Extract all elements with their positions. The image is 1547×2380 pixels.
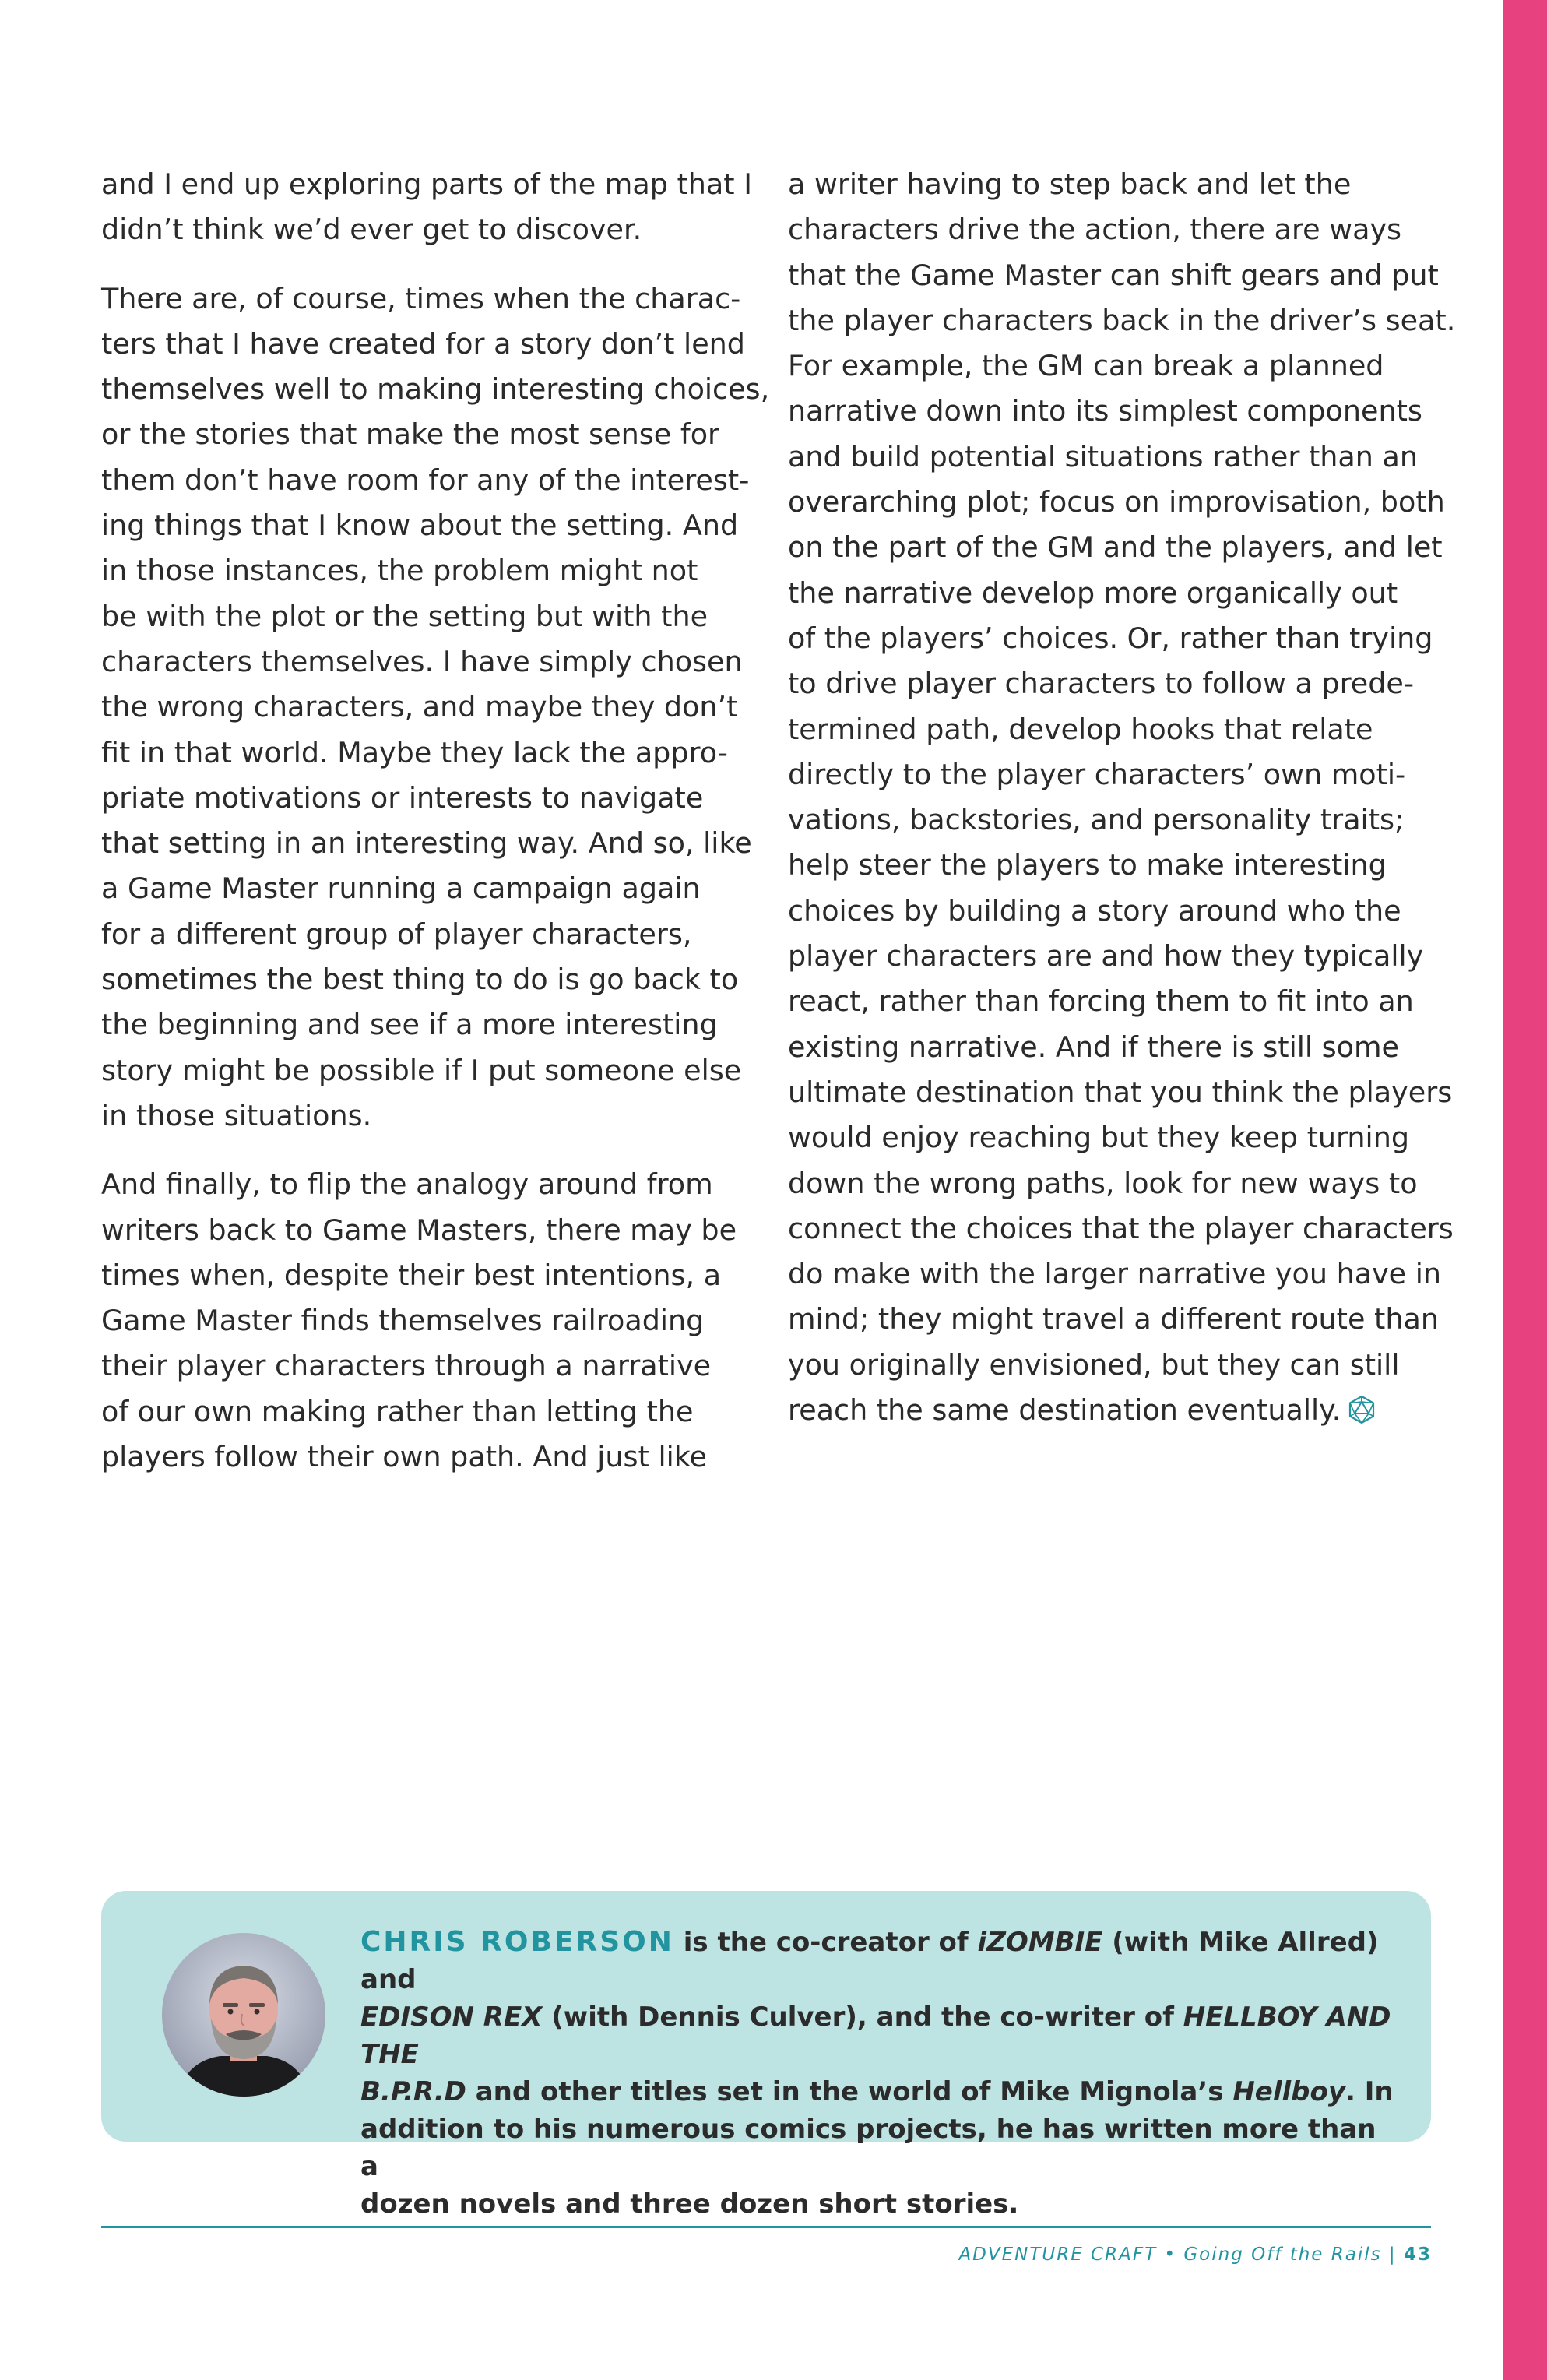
text-line: the narrative develop more organically out — [788, 576, 1398, 610]
running-footer — [958, 2244, 1432, 2265]
author-name: CHRIS ROBERSON — [360, 1926, 674, 1958]
text-line: ters that I have created for a story don’t lend — [101, 326, 745, 361]
text-line: be with the plot or the setting but with the — [101, 599, 708, 633]
text-line: down the wrong paths, look for new ways to — [788, 1166, 1418, 1200]
text-line: existing narrative. And if there is still some — [788, 1030, 1399, 1064]
text-line: a Game Master running a campaign again — [101, 871, 701, 906]
footer-rule — [101, 2226, 1431, 2228]
text-line: them don’t have room for any of the interest- — [101, 463, 750, 497]
text-line: characters themselves. I have simply chosen — [101, 644, 743, 678]
text-line: of the players’ choices. Or, rather than trying — [788, 621, 1433, 655]
bio-text-segment: (with Mike Allred) and — [360, 1927, 1379, 1995]
text-line: a writer having to step back and let the — [788, 167, 1352, 201]
d20-dice-icon — [1347, 1392, 1376, 1422]
left-paragraph — [101, 1162, 747, 1480]
bio-title-hellboy: Hellboy — [1232, 2076, 1345, 2107]
right-paragraph — [788, 162, 1456, 1433]
text-line: in those situations. — [101, 1098, 372, 1132]
text-line: ultimate destination that you think the players — [788, 1075, 1453, 1109]
text-line: didn’t think we’d ever get to discover. — [101, 213, 642, 247]
bio-title-bprd: B.P.R.D — [360, 2076, 466, 2107]
text-line: for a different group of player characters, — [101, 917, 692, 951]
text-line: reach the same destination eventually. — [788, 1388, 1448, 1433]
author-avatar — [162, 1933, 325, 2097]
left-column — [101, 162, 770, 1503]
footer-separator: • — [1164, 2244, 1177, 2265]
text-line: the player characters back in the driver’s seat. — [788, 303, 1456, 337]
text-line: do make with the larger narrative you have in — [788, 1257, 1442, 1291]
text-line: writers back to Game Masters, there may be — [101, 1213, 737, 1247]
footer-book-title: ADVENTURE CRAFT — [958, 2244, 1158, 2265]
bio-text-segment: dozen novels and three dozen short stories. — [360, 2188, 1019, 2220]
footer-chapter-title: Going Off the Rails — [1183, 2244, 1382, 2265]
text-line: times when, despite their best intentions, a — [101, 1258, 722, 1292]
author-bio-text — [360, 1924, 1396, 2223]
bio-title-edison-rex: EDISON REX — [360, 2002, 543, 2033]
text-line: player characters are and how they typically — [788, 939, 1424, 973]
text-line: priate motivations or interests to navigate — [101, 780, 704, 815]
text-line: characters drive the action, there are ways — [788, 213, 1402, 247]
text-line: fit in that world. Maybe they lack the appro- — [101, 735, 728, 769]
bio-text-segment: (with Dennis Culver), and the co-writer of — [542, 2002, 1183, 2033]
text-line: termined path, develop hooks that relate — [788, 712, 1373, 746]
text-line: players follow their own path. And just like — [101, 1440, 708, 1474]
text-line: ing things that I know about the setting. And — [101, 509, 739, 543]
bio-title-izombie: iZOMBIE — [977, 1927, 1103, 1958]
text-line: choices by building a story around who the — [788, 893, 1401, 928]
bio-text-segment: and other titles set in the world of Mike Mignola’s — [466, 2076, 1233, 2107]
text-line: connect the choices that the player characters — [788, 1211, 1454, 1245]
bio-title-hellboy-bprd: HELLBOY AND THE — [360, 2002, 1391, 2070]
text-line: mind; they might travel a different route than — [788, 1302, 1439, 1336]
bio-text-segment: addition to his numerous comics projects, he has written more than a — [360, 2114, 1376, 2182]
text-line: narrative down into its simplest components — [788, 394, 1422, 428]
text-line: sometimes the best thing to do is go back to — [101, 963, 739, 997]
text-line: story might be possible if I put someone else — [101, 1053, 742, 1087]
text-line: Game Master finds themselves railroading — [101, 1304, 705, 1338]
bio-text-segment: . In — [1345, 2076, 1394, 2107]
right-column — [788, 162, 1456, 1456]
text-line: their player characters through a narrative — [101, 1349, 712, 1383]
text-line: you originally envisioned, but they can still — [788, 1347, 1400, 1382]
text-line: the wrong characters, and maybe they don’t — [101, 690, 738, 724]
bio-text-segment: is the co-creator of — [673, 1927, 978, 1958]
text-line: help steer the players to make interesting — [788, 848, 1387, 882]
text-line: to drive player characters to follow a prede- — [788, 667, 1415, 701]
text-line: For example, the GM can break a planned — [788, 349, 1384, 383]
author-bio-box — [101, 1891, 1431, 2220]
text-line: on the part of the GM and the players, and let — [788, 530, 1443, 565]
text-line: of our own making rather than letting the — [101, 1394, 694, 1428]
text-line: in those instances, the problem might not — [101, 554, 698, 588]
text-line: or the stories that make the most sense for — [101, 417, 720, 452]
text-line: vations, backstories, and personality traits; — [788, 803, 1405, 837]
text-line: and build potential situations rather than an — [788, 439, 1419, 474]
text-line: themselves well to making interesting choices, — [101, 372, 770, 407]
text-line: that setting in an interesting way. And so, like — [101, 826, 752, 861]
text-line: and I end up exploring parts of the map that I — [101, 167, 752, 201]
text-line: react, rather than forcing them to fit into an — [788, 984, 1414, 1019]
text-line: would enjoy reaching but they keep turning — [788, 1121, 1409, 1155]
text-line: There are, of course, times when the charac- — [101, 281, 741, 315]
text-line: And finally, to flip the analogy around from — [101, 1167, 713, 1202]
text-line: overarching plot; focus on improvisation, both — [788, 485, 1445, 519]
footer-divider: | — [1388, 2244, 1397, 2265]
page-number: 43 — [1403, 2244, 1432, 2265]
text-line: that the Game Master can shift gears and put — [788, 258, 1439, 292]
author-portrait-icon — [162, 1933, 325, 2097]
page-edge-bar — [1503, 0, 1547, 2380]
left-paragraph — [101, 162, 752, 253]
text-line: directly to the player characters’ own moti- — [788, 757, 1406, 791]
text-line: the beginning and see if a more interesting — [101, 1008, 718, 1042]
left-paragraph — [101, 276, 770, 1139]
